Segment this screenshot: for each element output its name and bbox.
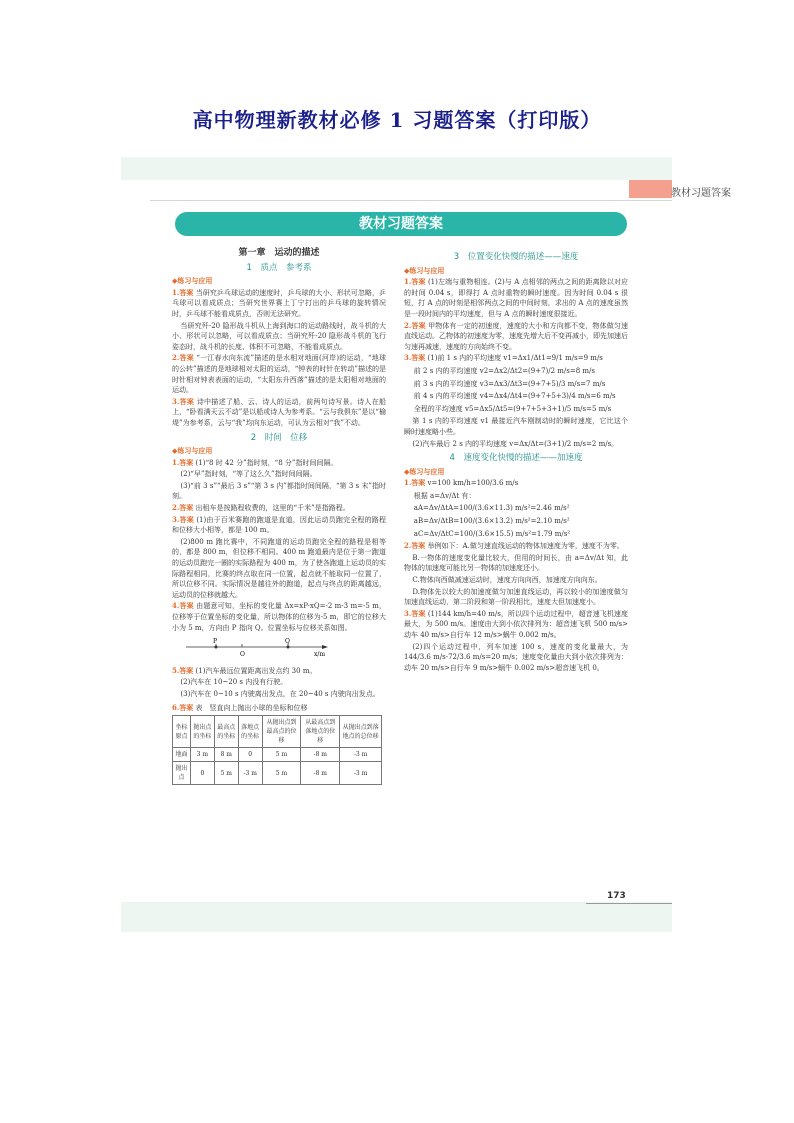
table-cell: 3 m [190,748,214,762]
answer-paragraph [172,288,386,320]
table-header-cell: 从抛出点到最高点的位移 [262,716,301,748]
equation: 根据 a=Δv/Δt 有： [413,491,476,500]
table-cell: -3 m [340,762,382,785]
answer-paragraph: (2)汽车在 10~20 s 内没有行驶。 [180,678,288,687]
answer-text: v=100 km/h=100/3.6 m/s [427,479,519,488]
header-section-label: 教材习题答案 [671,188,731,199]
answer-label: 1.答案 [404,478,426,488]
chapter-title: 第一章 运动的描述 [238,248,320,258]
answer-label: 5.答案 [172,665,194,675]
answer-paragraph [404,541,628,552]
answer-paragraph [172,503,386,514]
answer-paragraph [172,397,386,429]
header-tab [629,180,672,198]
answer-label: 3.答案 [404,353,426,363]
answer-paragraph: C.物体向西做减速运动时，速度方向向西，加速度方向向东。 [412,576,602,585]
table-header-cell: 抛出点的坐标 [190,716,214,748]
answer-text: (1)汽车最远位置距离出发点约 30 m。 [195,666,317,675]
equation: aA=Δv/ΔtA=100/(3.6×11.3) m/s²=2.46 m/s² [413,504,570,513]
table-header-cell: 最高点的坐标 [214,716,238,748]
answer-paragraph [172,601,386,633]
answer-text: (1)由于百米赛跑的跑道是直道，因此运动员跑完全程的路程和位移大小相等，都是 100 m。 [172,515,386,535]
page-number: 173 [607,891,626,901]
table-header-row [173,716,382,748]
table-cell: 0 [238,748,262,762]
table-header-cell: 从抛出点到落地点的总位移 [340,716,382,748]
table-cell: 5 m [262,748,301,762]
answer-paragraph: (2)汽车最后 2 s 内的平均速度 v=Δx/Δt=(3+1)/2 m/s=2 m/s。 [412,439,619,448]
answer-label: 3.答案 [172,514,194,524]
answer-paragraph: 第 1 s 内的平均速度 v1 最接近汽车刚制动时的瞬时速度，它比这个瞬时速度略小些。 [404,417,628,436]
answer-paragraph [404,353,628,364]
table-header-cell: 落地点的坐标 [238,716,262,748]
equation: 前 2 s 内的平均速度 v2=Δx2/Δt2=(9+7)/2 m/s=8 m/s [413,366,596,375]
answer-paragraph: (3)汽车在 0~10 s 内驶离出发点，在 20~40 s 内驶向出发点。 [180,689,380,698]
answer-label: 6.答案 [172,702,194,712]
equation: 前 3 s 内的平均速度 v3=Δx3/Δt3=(9+7+5)/3 m/s=7 m/s [413,379,606,388]
answer-label: 2.答案 [172,353,194,363]
answer-text: 当研究乒乓球运动的速度时，乒乓球的大小、形状可忽略，乒乓球可以看成质点；当研究世界赛上丁宁打出的乒乓球的旋转情况时，乒乓球不能看成质点，否则无法研究。 [172,288,386,318]
practice-heading: ◆练习与应用 [172,277,213,286]
answer-paragraph: (2)“早”指时刻，“等了这么久”指时间间隔。 [180,470,317,479]
left-column [172,248,386,785]
answer-paragraph: (3)“前 3 s”“最后 3 s”“第 3 s 内”都指时间间隔，“第 3 s 末”指时刻。 [172,481,386,501]
answer-label: 3.答案 [172,396,195,406]
table-cell: 5 m [214,762,238,785]
answer-text: (1)144 km/h=40 m/s，所以四个运动过程中，超音速飞机速度最大，为 500 m/s。速度由大到小依次排列为：超音速飞机 500 m/s>动车 40 m/s>自行车 12 m/s>蜗牛 0.002 m/s。 [404,609,628,639]
table-caption: 表 竖直向上抛出小球的坐标和位移 [195,703,308,712]
answer-label: 1.答案 [172,457,194,467]
answer-paragraph: B.一物体的速度变化量比较大，但用的时间长，由 a=Δv/Δt 知，此物体的加速度可能比另一物体的加速度还小。 [404,553,628,573]
axis-label-q: Q [285,638,290,646]
answer-text: 由题意可知，坐标的变化量 Δx=xP-xQ=-2 m-3 m=-5 m，位移等于位置坐标的变化量，所以物体的位移为-5 m，即它的位移大小为 5 m，方向由 P 指向 Q。位置坐标与位移关系如图。 [172,602,386,632]
section-banner: 教材习题答案 [175,212,627,236]
axis-label-p: P [213,638,218,646]
answer-paragraph: D.物体先以较大的加速度做匀加速直线运动，再以较小的加速度做匀加速直线运动，第二阶段和第一阶段相比，速度大但加速度小。 [404,587,628,607]
answer-label: 2.答案 [404,320,426,330]
equation: 全程的平均速度 v5=Δx5/Δt5=(9+7+5+3+1)/5 m/s=5 m/s [413,404,612,413]
answer-paragraph [404,321,628,353]
answer-paragraph [404,609,628,641]
axis-unit: x/m [314,651,326,659]
practice-heading: ◆练习与应用 [404,266,445,275]
coordinate-table [172,715,382,785]
answer-paragraph: (2)四个运动过程中，列车加速 100 s，速度的变化量最大，为 144/3.6 m/s-72/3.6 m/s=20 m/s；速度变化量由大到小依次排列为：动车 20 m/s>自行车 9 m/s>蜗牛 0.002 m/s>超音速飞机 0。 [404,642,628,672]
answer-text: (1)“8 时 42 分”指时刻，“8 分”指时间间隔。 [195,458,338,467]
answer-label: 3.答案 [404,608,426,618]
answer-paragraph [172,666,386,677]
axis-origin: O [240,651,245,659]
equation: aB=Δv/ΔtB=100/(3.6×13.2) m/s²=2.10 m/s² [413,517,570,526]
header-rule [150,200,672,201]
table-cell: 0 [190,762,214,785]
answer-label: 1.答案 [404,277,426,287]
table-cell: -8 m [301,762,340,785]
table-cell: -8 m [301,748,340,762]
answer-text: 出租车是按路程收费的，这里的“千米”是指路程。 [195,504,350,513]
equation: 前 4 s 内的平均速度 v4=Δx4/Δt4=(9+7+5+3)/4 m/s=6 m/s [413,392,616,401]
document-title: 高中物理新教材必修 1 习题答案（打印版） [192,108,602,132]
answer-paragraph [172,703,386,714]
table-cell: 5 m [262,762,301,785]
table-cell: -3 m [238,762,262,785]
table-cell: 8 m [214,748,238,762]
answer-paragraph [404,478,628,489]
table-cell: 地面 [173,748,191,762]
answer-text: (1)前 1 s 内的平均速度 v1=Δx1/Δt1=9/1 m/s=9 m/s [427,354,603,363]
answer-paragraph [404,277,628,319]
answer-paragraph [172,515,386,536]
section-title: 4 速度变化快慢的描述——加速度 [449,453,583,464]
answer-text: (1)左端与重物相连。(2)与 A 点相邻的两点之间的距离除以对应的时间 0.04 s，即得打 A 点时重物的瞬时速度。因为时间 0.04 s 很短，打 A 点的时刻是相邻两点之间的中间时刻，求出的 A 点的速度虽然是一段时间内的平均速度，但与 A 点的瞬时速度很接近。 [404,278,628,318]
table-row [173,762,382,785]
table-header-cell: 从最高点到落地点的位移 [301,716,340,748]
footer-rule [586,903,672,904]
table-cell: 抛出点 [173,762,191,785]
answer-paragraph [172,353,386,395]
practice-heading: ◆练习与应用 [404,467,445,476]
answer-text: 举例如下：A.做匀速直线运动的物体加速度为零，速度不为零。 [427,542,624,551]
table-row [173,748,382,762]
answer-text: “一江春水向东流”描述的是水相对地面(河岸)的运动，“地球的公转”描述的是地球相对太阳的运动，“钟表的时针在转动”描述的是时针相对钟表表面的运动，“太阳东升西落”描述的是太阳相对地面的运动。 [172,354,386,395]
answer-text: 诗中描述了船、云、诗人的运动，前两句诗写景。诗人在船上，“卧看满天云不动”是以船或诗人为参考系。“云与我俱东”是以“榆堤”为参考系，云与“我”均向东运动，可认为云相对“我”不动。 [172,397,387,427]
answer-label: 2.答案 [404,541,426,551]
section-title: 3 位置变化快慢的描述——速度 [453,252,579,262]
equation: aC=Δv/ΔtC=100/(3.6×15.5) m/s²=1.79 m/s² [413,529,571,538]
table-cell: -3 m [340,748,382,762]
answer-paragraph: (2)800 m 跑比赛中，不同跑道的运动员跑完全程的路程是相等的，都是 800 m，但位移不相同。400 m 跑道最内是位于第一跑道的运动员跑完一圈的实际路程为 400 m，为了使各跑道上运动员的实际路程相同，比赛的终点取在同一位置，起点就不能取同一位置了，所以位移不同。实际情况是越往外的跑道，起点与终点的距离越远，运动员的位移就越大。 [172,537,386,599]
answer-paragraph [172,458,386,469]
right-column [404,248,628,674]
answer-label: 2.答案 [172,503,194,513]
answer-label: 1.答案 [172,287,194,297]
practice-heading: ◆练习与应用 [172,447,213,456]
section-title: 1 质点 参考系 [246,262,312,273]
position-axis-figure [182,637,332,659]
answer-label: 4.答案 [172,601,194,611]
section-title: 2 时间 位移 [250,432,308,443]
answer-paragraph: 当研究歼-20 隐形战斗机从上海到海口的运动路线时，战斗机的大小、形状可以忽略，可以看成质点；当研究歼-20 隐形战斗机的飞行姿态时，战斗机的长度、体积不可忽略，不能看成质点。 [172,321,386,351]
table-header-cell: 坐标原点 [173,716,191,748]
answer-text: 甲物体有一定的初速度，速度的大小和方向都不变，物体做匀速直线运动。乙物体的初速度为零，速度先增大后不变再减小，即先加速后匀速再减速，速度的方向始终不变。 [404,321,629,351]
